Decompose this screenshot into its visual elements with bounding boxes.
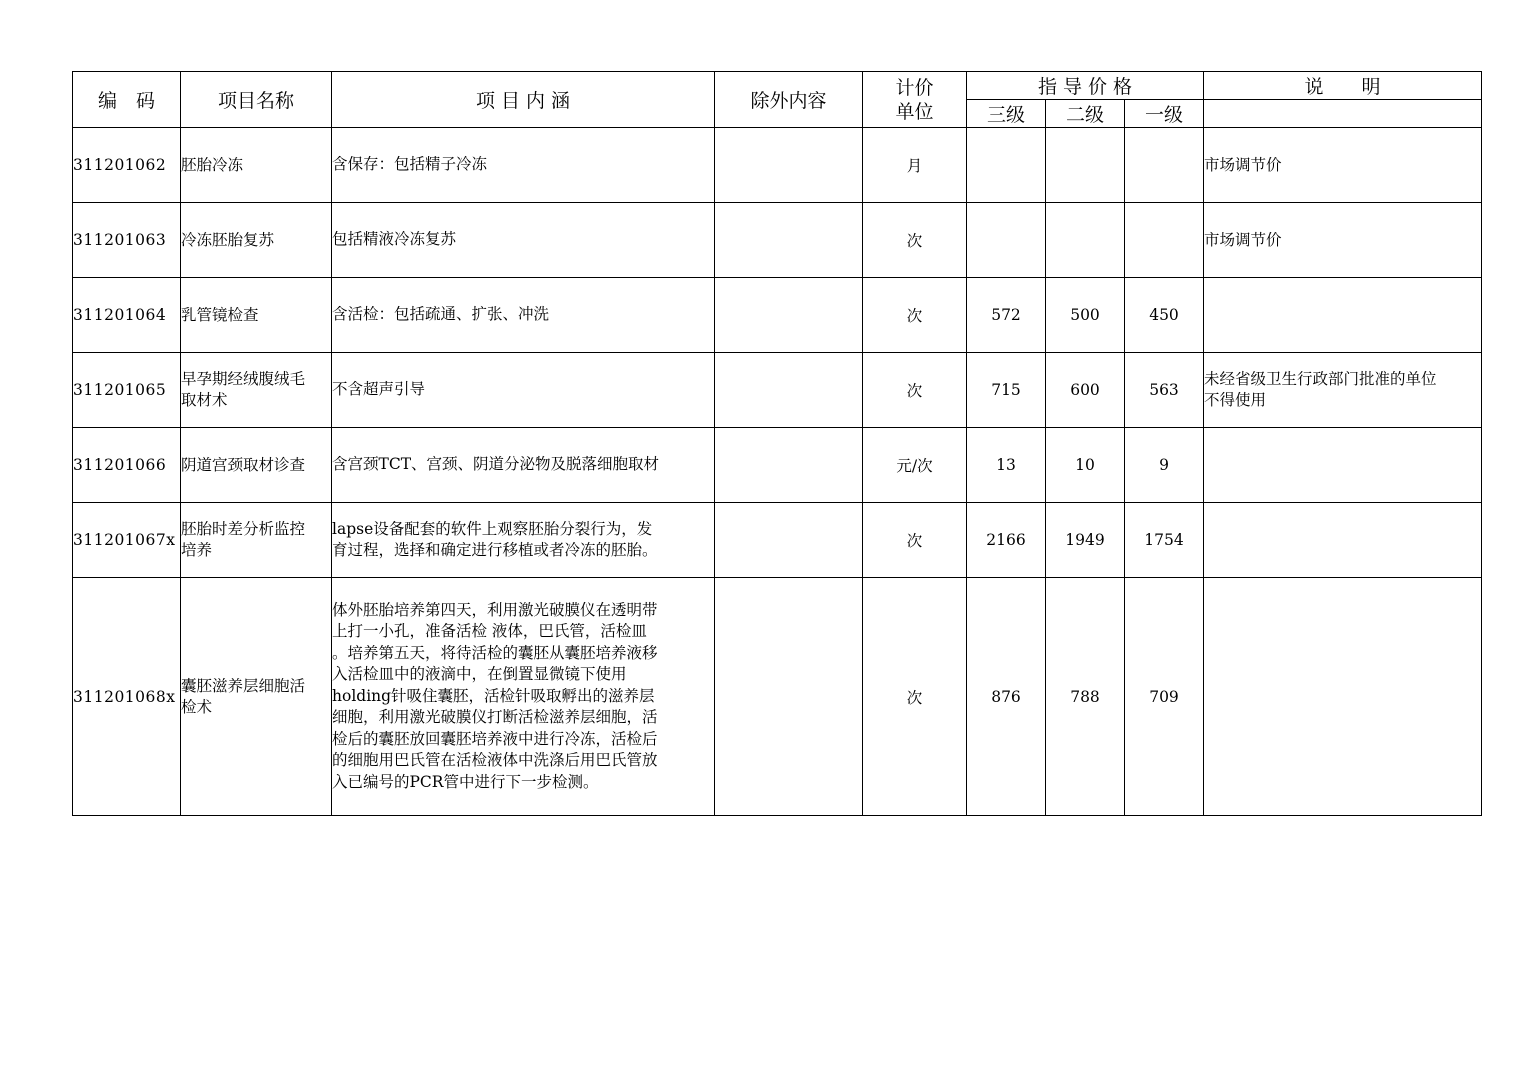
cell-content: 不含超声引导 bbox=[332, 353, 715, 428]
cell-exclude bbox=[715, 503, 863, 578]
cell-content: 包括精液冷冻复苏 bbox=[332, 203, 715, 278]
cell-code: 311201064 bbox=[73, 278, 181, 353]
cell-unit: 次 bbox=[863, 503, 967, 578]
col-header-name: 项目名称 bbox=[181, 72, 332, 128]
col-header-code: 编 码 bbox=[73, 72, 181, 128]
col-header-level3: 三级 bbox=[967, 100, 1046, 128]
cell-content: 含保存：包括精子冷冻 bbox=[332, 128, 715, 203]
cell-price-level2 bbox=[1046, 128, 1125, 203]
cell-price-level1 bbox=[1125, 128, 1204, 203]
cell-content: lapse设备配套的软件上观察胚胎分裂行为，发 育过程，选择和确定进行移植或者冷冻的胚胎。 bbox=[332, 503, 715, 578]
cell-name: 乳管镜检查 bbox=[181, 278, 332, 353]
cell-exclude bbox=[715, 128, 863, 203]
cell-price-level1: 563 bbox=[1125, 353, 1204, 428]
cell-name: 囊胚滋养层细胞活 检术 bbox=[181, 578, 332, 816]
cell-price-level3: 572 bbox=[967, 278, 1046, 353]
col-header-price: 指 导 价 格 bbox=[967, 72, 1204, 100]
cell-price-level1: 9 bbox=[1125, 428, 1204, 503]
col-header-note: 说 明 bbox=[1204, 72, 1482, 100]
cell-price-level3 bbox=[967, 128, 1046, 203]
price-table bbox=[72, 71, 1482, 816]
cell-name: 冷冻胚胎复苏 bbox=[181, 203, 332, 278]
table-row bbox=[73, 503, 1482, 578]
cell-note bbox=[1204, 578, 1482, 816]
cell-price-level3: 715 bbox=[967, 353, 1046, 428]
col-header-unit: 计价 单位 bbox=[863, 72, 967, 128]
cell-price-level2 bbox=[1046, 203, 1125, 278]
col-header-exclude: 除外内容 bbox=[715, 72, 863, 128]
cell-content: 含活检：包括疏通、扩张、冲洗 bbox=[332, 278, 715, 353]
cell-name: 胚胎时差分析监控 培养 bbox=[181, 503, 332, 578]
cell-price-level2: 600 bbox=[1046, 353, 1125, 428]
cell-price-level3: 2166 bbox=[967, 503, 1046, 578]
cell-price-level1: 709 bbox=[1125, 578, 1204, 816]
cell-price-level2: 500 bbox=[1046, 278, 1125, 353]
cell-exclude bbox=[715, 278, 863, 353]
cell-unit: 元/次 bbox=[863, 428, 967, 503]
col-header-content: 项 目 内 涵 bbox=[332, 72, 715, 128]
cell-code: 311201062 bbox=[73, 128, 181, 203]
table-row bbox=[73, 428, 1482, 503]
cell-code: 311201068x bbox=[73, 578, 181, 816]
cell-price-level3: 876 bbox=[967, 578, 1046, 816]
cell-note: 未经省级卫生行政部门批准的单位 不得使用 bbox=[1204, 353, 1482, 428]
cell-note bbox=[1204, 503, 1482, 578]
cell-price-level2: 788 bbox=[1046, 578, 1125, 816]
col-header-level2: 二级 bbox=[1046, 100, 1125, 128]
cell-price-level3 bbox=[967, 203, 1046, 278]
table-row bbox=[73, 203, 1482, 278]
table-row bbox=[73, 278, 1482, 353]
cell-exclude bbox=[715, 203, 863, 278]
cell-unit: 次 bbox=[863, 578, 967, 816]
col-header-note-blank bbox=[1204, 100, 1482, 128]
cell-code: 311201067x bbox=[73, 503, 181, 578]
cell-exclude bbox=[715, 428, 863, 503]
table-row bbox=[73, 578, 1482, 816]
cell-name: 早孕期经绒腹绒毛 取材术 bbox=[181, 353, 332, 428]
table-row bbox=[73, 353, 1482, 428]
cell-code: 311201065 bbox=[73, 353, 181, 428]
col-header-level1: 一级 bbox=[1125, 100, 1204, 128]
cell-note bbox=[1204, 428, 1482, 503]
cell-price-level3: 13 bbox=[967, 428, 1046, 503]
cell-code: 311201066 bbox=[73, 428, 181, 503]
cell-name: 阴道宫颈取材诊查 bbox=[181, 428, 332, 503]
table-row bbox=[73, 128, 1482, 203]
cell-unit: 次 bbox=[863, 353, 967, 428]
cell-content: 体外胚胎培养第四天，利用激光破膜仪在透明带 上打一小孔，准备活检 液体，巴氏管，活检皿 。培养第五天，将待活检的囊胚从囊胚培养液移 入活检皿中的液滴中，在倒置显微镜下使用 holding针吸住囊胚，活检针吸取孵出的滋养层 细胞，利用激光破膜仪打断活检滋养层细胞，活 检后的囊胚放回囊胚培养液中进行冷冻，活检后 的细胞用巴氏管在活检液体中洗涤后用巴氏管放 入已编号的PCR管中进行下一步检测。 bbox=[332, 578, 715, 816]
cell-unit: 次 bbox=[863, 203, 967, 278]
cell-code: 311201063 bbox=[73, 203, 181, 278]
cell-price-level2: 1949 bbox=[1046, 503, 1125, 578]
cell-name: 胚胎冷冻 bbox=[181, 128, 332, 203]
cell-note bbox=[1204, 278, 1482, 353]
cell-note: 市场调节价 bbox=[1204, 203, 1482, 278]
cell-exclude bbox=[715, 578, 863, 816]
cell-unit: 月 bbox=[863, 128, 967, 203]
cell-note: 市场调节价 bbox=[1204, 128, 1482, 203]
cell-exclude bbox=[715, 353, 863, 428]
cell-price-level2: 10 bbox=[1046, 428, 1125, 503]
cell-price-level1: 1754 bbox=[1125, 503, 1204, 578]
cell-price-level1: 450 bbox=[1125, 278, 1204, 353]
cell-price-level1 bbox=[1125, 203, 1204, 278]
cell-content: 含宫颈TCT、宫颈、阴道分泌物及脱落细胞取材 bbox=[332, 428, 715, 503]
cell-unit: 次 bbox=[863, 278, 967, 353]
